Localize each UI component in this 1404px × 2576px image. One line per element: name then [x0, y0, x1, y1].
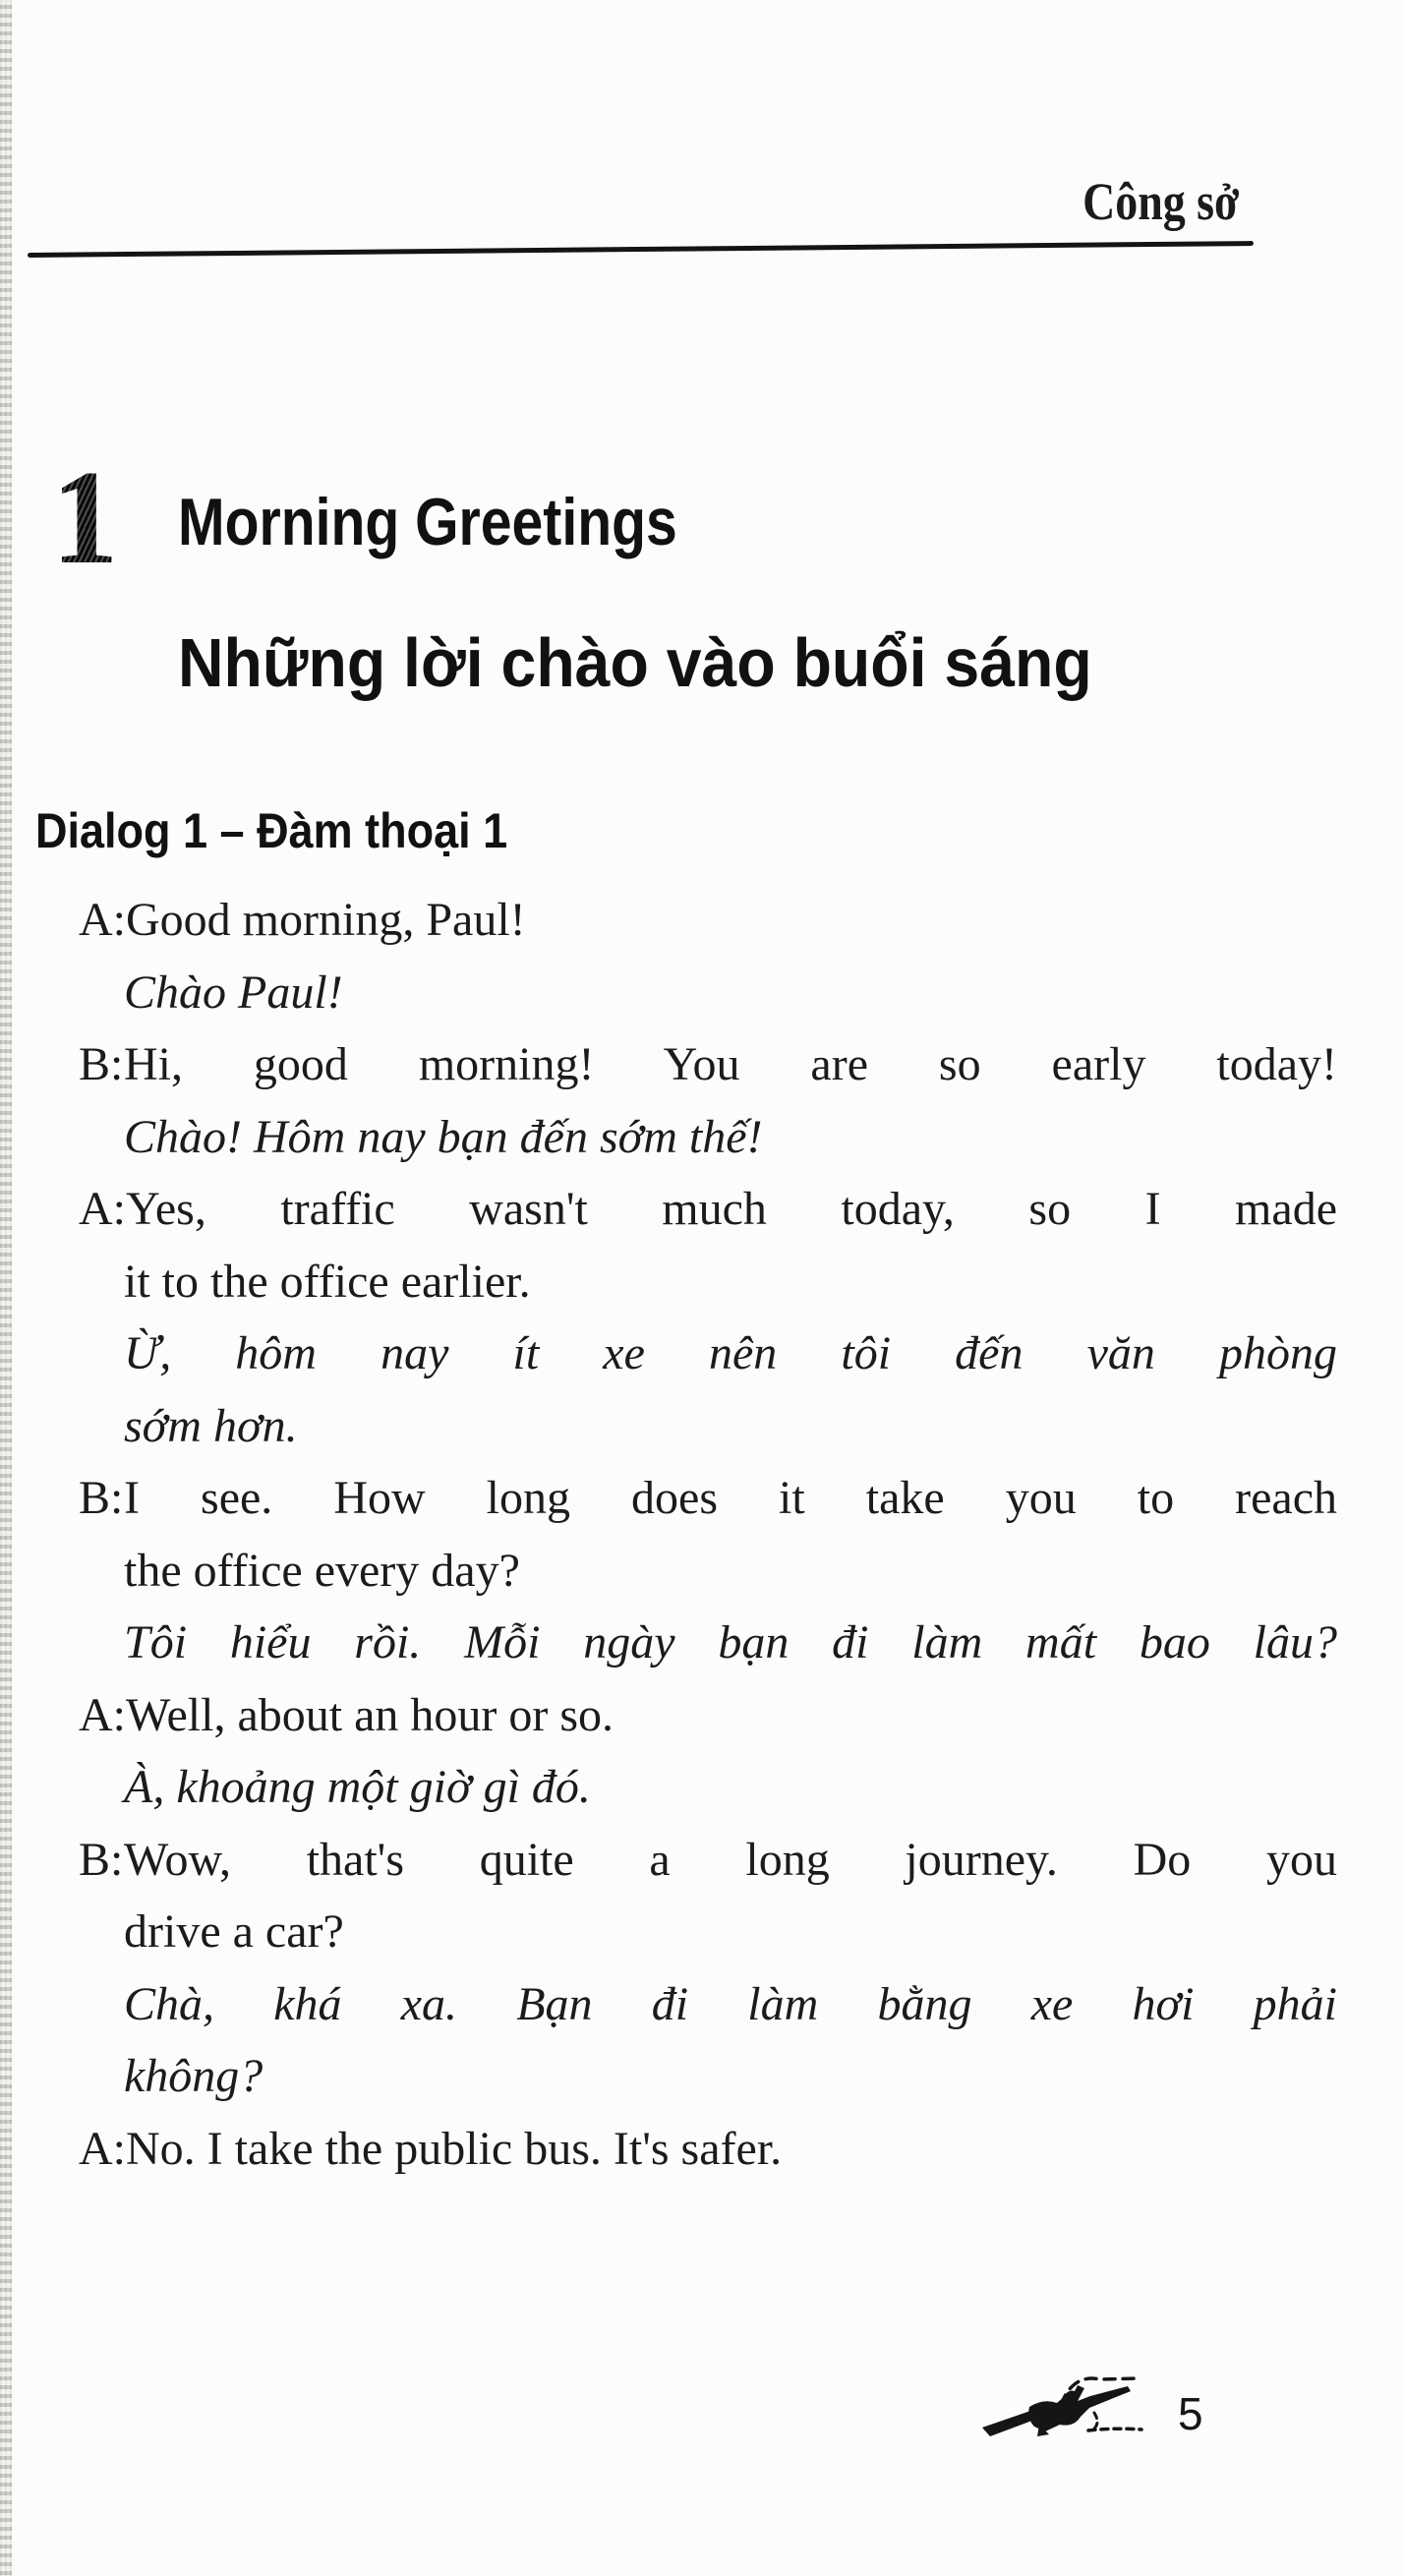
- line-text-vietnamese: sớm hơn.: [124, 1399, 298, 1452]
- dialog-line: [79, 2049, 1337, 2122]
- chapter-number: 1: [51, 442, 119, 592]
- line-text-english: Yes, traffic wasn't much today, so I made: [126, 1183, 1337, 1235]
- dialog-line: [79, 1904, 1337, 1977]
- line-text-english: No. I take the public bus. It's safer.: [126, 2122, 783, 2175]
- line-text-english: I see. How long does it take you to reach: [124, 1472, 1337, 1524]
- speaker-label: A:: [79, 1183, 126, 1235]
- line-text-vietnamese: không?: [124, 2050, 263, 2102]
- running-header-title: Công sở: [1082, 172, 1239, 231]
- line-text-vietnamese: Tôi hiểu rồi. Mỗi ngày bạn đi làm mất bao lâu?: [124, 1616, 1337, 1669]
- dialog-line: [79, 893, 1337, 966]
- chapter-title-vietnamese: Những lời chào vào buổi sáng: [178, 624, 1092, 701]
- line-text-english: it to the office earlier.: [124, 1255, 531, 1308]
- speaker-label: A:: [79, 1688, 126, 1741]
- plane-sketch-icon: [978, 2366, 1155, 2449]
- line-text-english: Well, about an hour or so.: [126, 1688, 614, 1741]
- dialog-line: [79, 1110, 1337, 1183]
- dialog-line: [79, 1399, 1337, 1472]
- dialog-line: [79, 1615, 1337, 1688]
- dialog-line: [79, 1255, 1337, 1327]
- speaker-label: B:: [79, 1038, 124, 1090]
- speaker-label: A:: [79, 2122, 126, 2175]
- header-rule: [28, 241, 1254, 257]
- dialog-line: [79, 1977, 1337, 2050]
- line-text-vietnamese: Ừ, hôm nay ít xe nên tôi đến văn phòng: [124, 1327, 1337, 1379]
- dialog-line: [79, 966, 1337, 1038]
- speaker-label: B:: [79, 1833, 124, 1886]
- chapter-title-english: Morning Greetings: [178, 485, 677, 559]
- dialog-line: [79, 1037, 1337, 1110]
- dialog-line: [79, 1544, 1337, 1616]
- dialog-heading: Dialog 1 – Đàm thoại 1: [35, 803, 508, 858]
- dialog-line: [79, 2122, 1337, 2195]
- dialog-line: [79, 1182, 1337, 1255]
- line-text-english: Wow, that's quite a long journey. Do you: [124, 1833, 1337, 1886]
- dialog-line: [79, 1833, 1337, 1905]
- line-text-vietnamese: Chào Paul!: [124, 966, 343, 1019]
- dialog-body: [79, 893, 1337, 2194]
- line-text-vietnamese: Chào! Hôm nay bạn đến sớm thế!: [124, 1110, 763, 1163]
- line-text-english: Good morning, Paul!: [126, 894, 526, 946]
- dialog-line: [79, 1760, 1337, 1833]
- line-text-english: drive a car?: [124, 1905, 344, 1958]
- line-text-vietnamese: À, khoảng một giờ gì đó.: [124, 1761, 591, 1813]
- line-text-english: Hi, good morning! You are so early today!: [124, 1038, 1337, 1090]
- dialog-line: [79, 1688, 1337, 1761]
- speaker-label: A:: [79, 894, 126, 946]
- speaker-label: B:: [79, 1472, 124, 1524]
- scan-edge-band: [0, 0, 12, 2576]
- running-header: [1055, 172, 1239, 231]
- line-text-vietnamese: Chà, khá xa. Bạn đi làm bằng xe hơi phải: [124, 1977, 1337, 2030]
- dialog-line: [79, 1471, 1337, 1544]
- page-number: 5: [1178, 2388, 1203, 2439]
- dialog-line: [79, 1326, 1337, 1399]
- line-text-english: the office every day?: [124, 1544, 520, 1597]
